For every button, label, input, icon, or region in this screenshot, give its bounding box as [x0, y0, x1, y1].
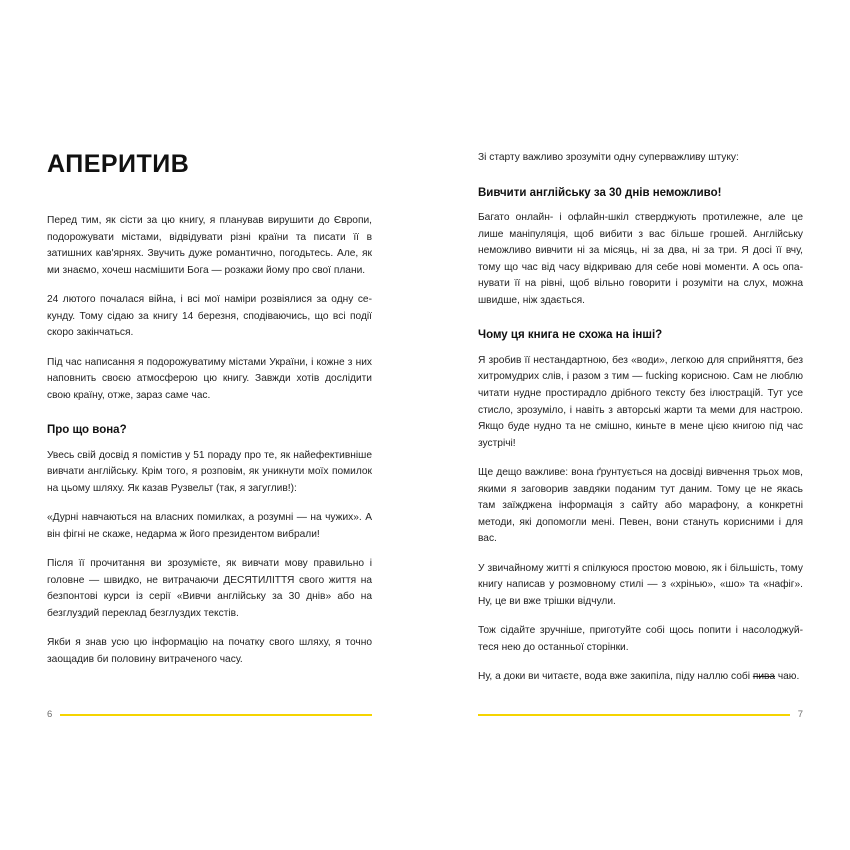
page-number: 6	[47, 709, 53, 720]
page-title: АПЕРИТИВ	[47, 150, 190, 178]
paragraph: Під час написання я подорожуватиму містами України, і кожне з них наповнить своєю атмосферою цю книгу. Завжди хотів дослідити свою країну, отже, зараз саме час.	[47, 356, 372, 401]
footer-rule	[60, 714, 372, 716]
paragraph: Ще дещо важливе: вона ґрунтується на досвіді вивчення трьох мов, якими я заговорив завдяки поданим тут даним. Тому це не якась там заїжджена інформація з сайту або марафону, а конкретні методи, які допомогли мені. Певен, вони стануть корисними і для вас.	[478, 467, 803, 545]
left-page-footer	[47, 709, 372, 720]
struck-word: пива	[752, 671, 775, 683]
paragraph: Увесь свій досвід я помістив у 51 пораду про те, як найефективніше вивчати англійську. Крім того, я розповім, як уникнути моїх помилок на цьому шляху. Як казав Рузвельт (так, я загуглив!):	[47, 449, 372, 494]
paragraph: У звичайному житті я спілкуюся простою мовою, як і більшість, тому книгу написав у розмовному стилі — з «хрінью», «шо» та «нафіг». Ну, це ви вже трішки відчули.	[478, 562, 803, 607]
left-page	[47, 150, 372, 669]
paragraph: Якби я знав усю цю інформацію на початку свого шляху, я точно заощадив би половину витраченого часу.	[47, 637, 372, 665]
right-page-footer	[478, 709, 803, 720]
paragraph: Перед тим, як сісти за цю книгу, я планував вирушити до Європи, подорожувати містами, відвідувати різні країни та писати її в затишних кав'ярнях. Звучить дуже романтично, погодьтесь. Але, як ми знаємо, хочеш насмішити Бога — розкажи йому про свої плани.	[47, 215, 372, 276]
paragraph: Після її прочитання ви зрозумієте, як вивчати мову правильно і головне — швидко, не витрачаючи ДЕСЯТИЛІТТЯ свого життя на безпонтові курси із серії «Вивчи англійську за 30 днів» або на безглуздий переклад безглуздих текстів.	[47, 558, 372, 619]
paragraph: Я зробив її нестандартною, без «води», легкою для сприйняття, без хитромудрих слів, і разом з тим — fucking корисною. Сам не люблю читати нудне простирадло дрібного тексту без ілюстрацій. Тут усе стисло, зрозуміло, і навіть з авторські жарти та меми для настрою. Якщо буде нудно та не смішно, киньте в мене цією книгою під час зустрічі!	[478, 354, 803, 449]
section-heading: Чому ця книга не схожа на інші?	[478, 329, 663, 342]
paragraph: Зі старту важливо зрозуміти одну суперважливу штуку:	[478, 152, 739, 163]
paragraph-with-strikethrough	[478, 669, 803, 686]
section-heading: Про що вона?	[47, 424, 127, 437]
footer-rule	[478, 714, 790, 716]
section-heading: Вивчити англійську за 30 днів неможливо!	[478, 186, 722, 199]
paragraph: 24 лютого почалася війна, і всі мої наміри розвіялися за одну секунду. Тому сідаю за книгу 14 березня, сподіваючись, що всі події скоро закінчаться.	[47, 294, 372, 339]
text-before-strike: Ну, а доки ви читаєте, вода вже закипіла, піду наллю собі	[478, 671, 753, 683]
page-number: 7	[797, 709, 803, 720]
paragraph: Багато онлайн- і офлайн-шкіл стверджують протилежне, але це лише маніпуляція, щоб вибити з вас більше грошей. Англійську неможливо вивчити ні за місяць, ні за два, ні за три. Я досі її вчу, тому що час від часу відкриваю для себе нові моменти. А ось опанувати її на рівні, щоб вільно говорити і розуміти на слух, можна швидше, ніж здається.	[478, 212, 803, 306]
paragraph: «Дурні навчаються на власних помилках, а розумні — на чужих». А він фігні не скаже, недарма ж його президентом вибрали!	[47, 512, 372, 540]
right-page	[478, 150, 803, 686]
paragraph: Тож сідайте зручніше, приготуйте собі щось попити і насолоджуйтеся нею до останньої сторінки.	[478, 625, 803, 653]
text-after-strike: чаю.	[775, 671, 800, 683]
